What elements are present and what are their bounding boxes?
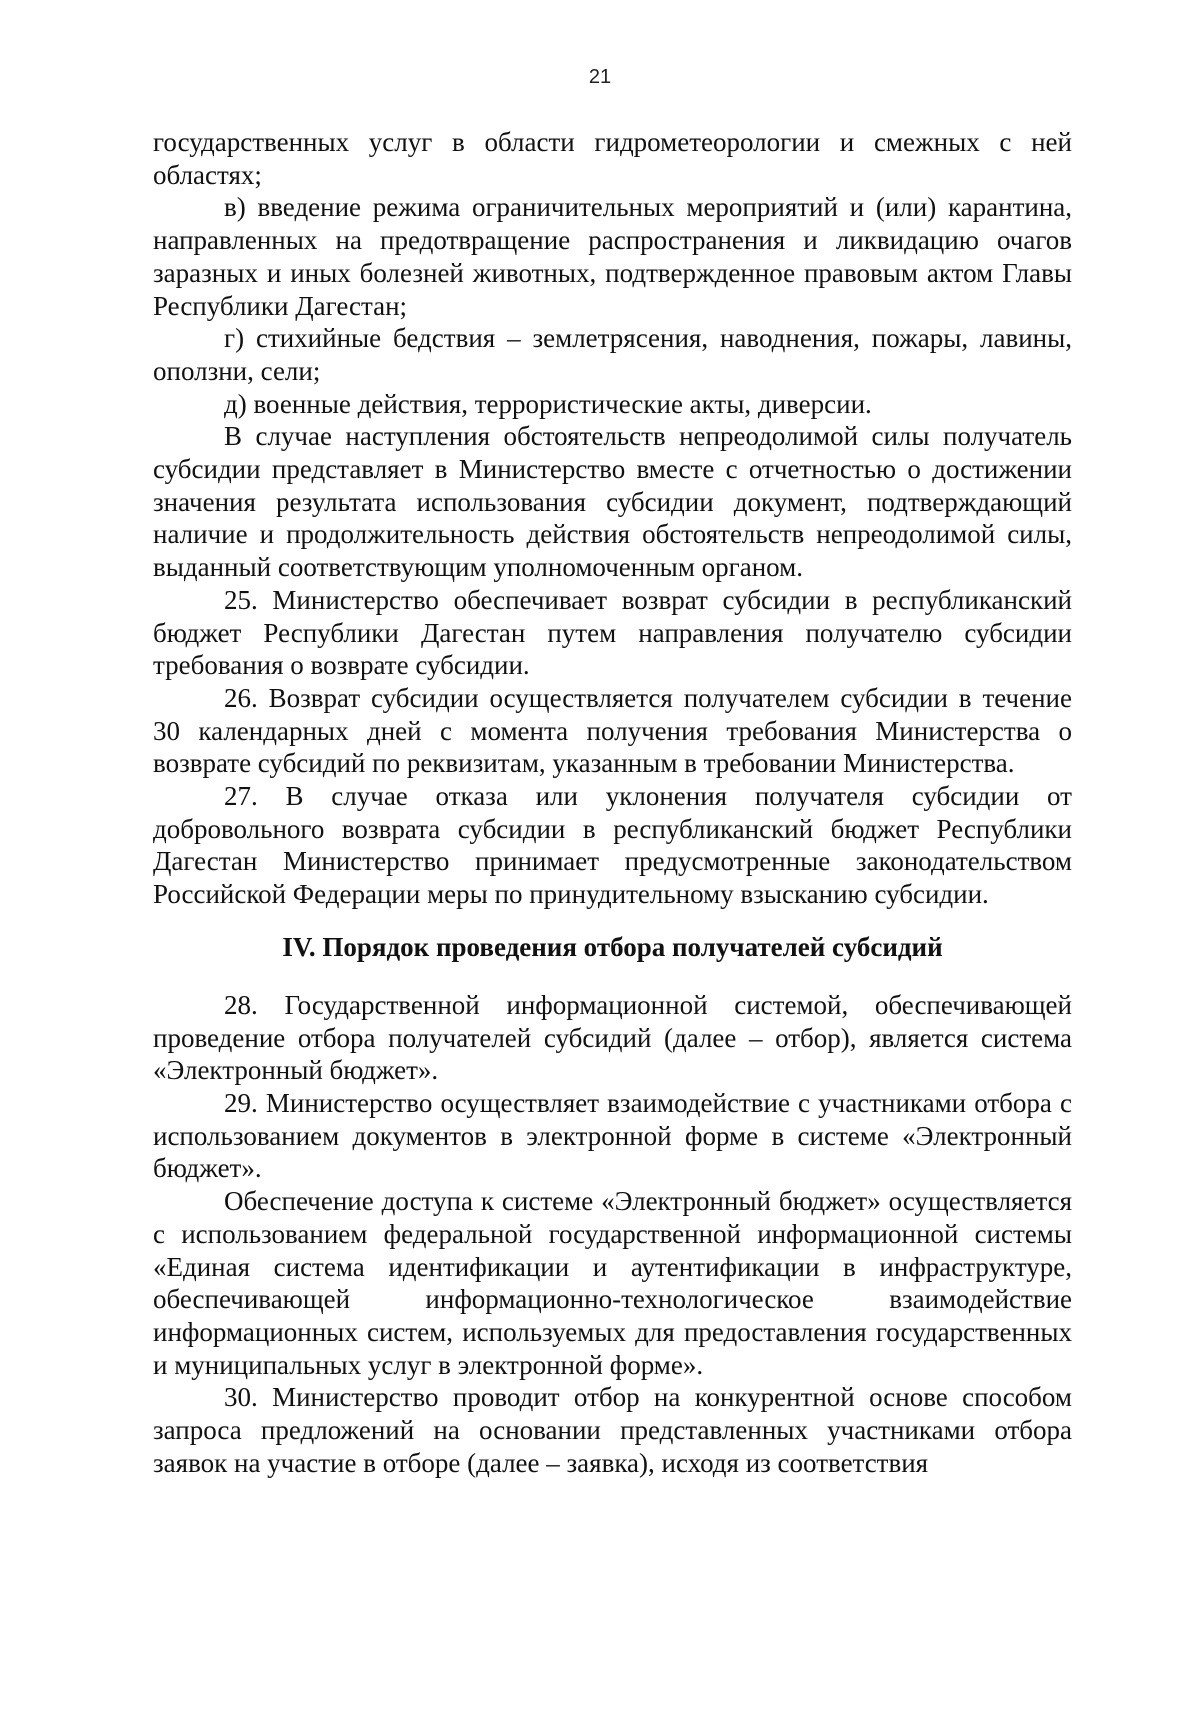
- paragraph: 30. Министерство проводит отбор на конкурентной основе способом запроса предложений на основании представленных участниками отбора заявок на участие в отборе (далее – заявка), исходя из соответствия: [153, 1382, 1072, 1478]
- paragraph: 25. Министерство обеспечивает возврат субсидии в республиканский бюджет Республики Дагестан путем направления получателю субсидии требования о возврате субсидии.: [153, 584, 1072, 681]
- paragraph: г) стихийные бедствия – землетрясения, наводнения, пожары, лавины, оползни, сели;: [153, 323, 1072, 386]
- paragraph: В случае наступления обстоятельств непреодолимой силы получатель субсидии представляет в Министерство вместе с отчетностью о достижении значения результата использования субсидии документ, подтверждающий наличие и продолжительность действия обстоятельств непреодолимой силы, выданный соответствующим уполномоченным органом.: [153, 421, 1072, 583]
- paragraph: 27. В случае отказа или уклонения получателя субсидии от добровольного возврата субсидии в республиканский бюджет Республики Дагестан Министерство принимает предусмотренные законодательством Российской Федерации меры по принудительному взысканию субсидии.: [153, 781, 1072, 910]
- paragraphs-before-heading: [153, 126, 1072, 911]
- paragraph: в) введение режима ограничительных мероприятий и (или) карантина, направленных на предотвращение распространения и ликвидацию очагов заразных и иных болезней животных, подтвержденное правовым актом Главы Республики Дагестан;: [153, 192, 1072, 321]
- paragraph: 28. Государственной информационной системой, обеспечивающей проведение отбора получателей субсидий (далее – отбор), является система «Электронный бюджет».: [153, 989, 1072, 1086]
- paragraph: Обеспечение доступа к системе «Электронный бюджет» осуществляется с использованием федеральной государственной информационной системы «Единая система идентификации и аутентификации в инфраструктуре, обеспечивающей информационно-технологическое взаимодействие информационных систем, используемых для предоставления государственных и муниципальных услуг в электронной форме».: [153, 1186, 1072, 1380]
- section-heading: IV. Порядок проведения отбора получателей субсидий: [282, 931, 943, 962]
- paragraph: д) военные действия, террористические акты, диверсии.: [224, 388, 872, 419]
- document-body: [153, 126, 1072, 1479]
- paragraph: 26. Возврат субсидии осуществляется получателем субсидии в течение 30 календарных дней с момента получения требования Министерства о возврате субсидий по реквизитам, указанным в требовании Министерства.: [153, 682, 1072, 779]
- page-number: 21: [588, 66, 612, 88]
- paragraph: 29. Министерство осуществляет взаимодействие с участниками отбора с использованием документов в электронной форме в системе «Электронный бюджет».: [153, 1087, 1072, 1184]
- paragraphs-after-heading: [153, 989, 1072, 1480]
- paragraph: государственных услуг в области гидрометеорологии и смежных с ней областях;: [153, 127, 1072, 190]
